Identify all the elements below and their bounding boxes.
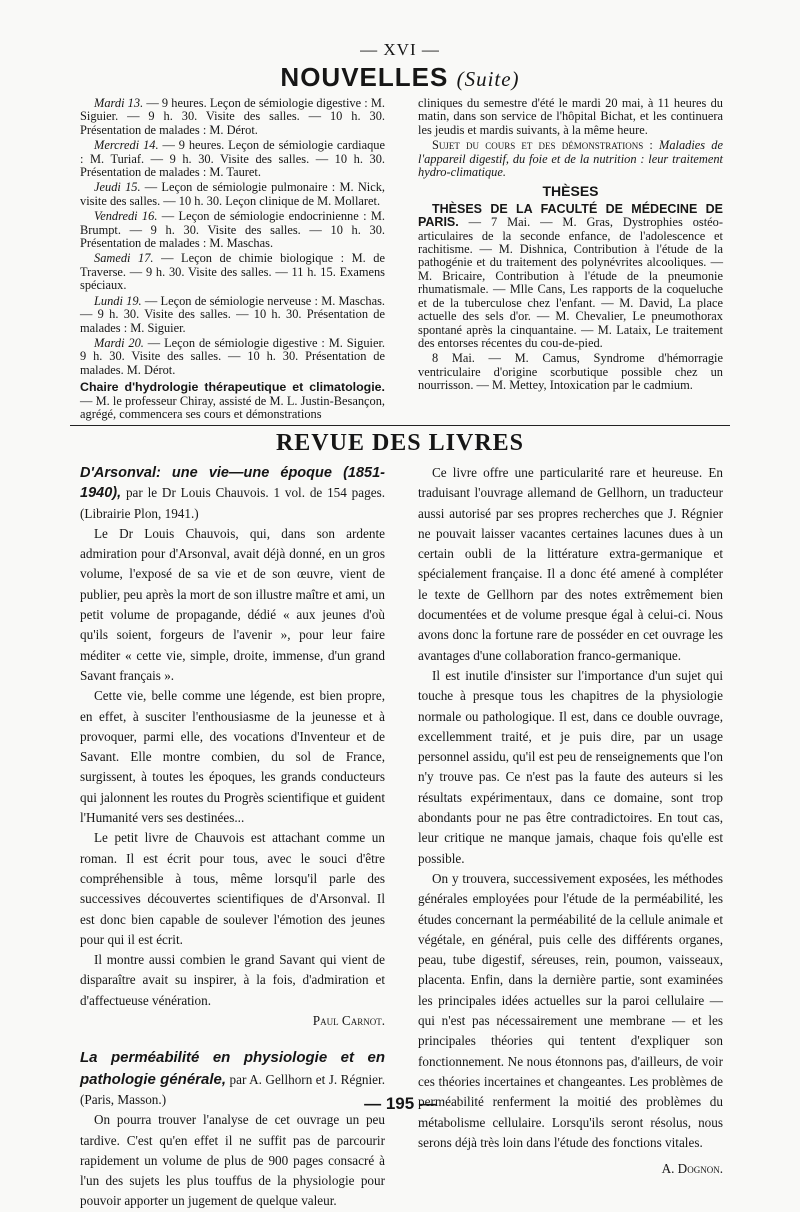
schedule-item: Vendredi 16. — Leçon de sémiologie endocrinienne : M. Brumpt. — 9 h. 30. Visite des salles. — 10 h. 30. Présentation de malades : M. Maschas.	[80, 209, 385, 251]
theses-list-2: 8 Mai. — M. Camus, Syndrome d'hémorragie ventriculaire d'origine scorbutique possible chez un nourrisson. — M. Mettey, Intoxication par le cadmium.	[418, 351, 723, 393]
schedule-item: Mercredi 14. — 9 heures. Leçon de sémiologie cardiaque : M. Turiaf. — 9 h. 30. Visite des salles. — 10 h. 30. Présentation de malades : M. Tauret.	[80, 138, 385, 180]
section-suffix: (Suite)	[456, 67, 520, 91]
review-1-paragraph: Il montre aussi combien le grand Savant qui vient de disparaître avait su inspirer, à la fois, d'admiration et d'affectueuse vénération.	[80, 952, 385, 1008]
schedule-item: Lundi 19. — Leçon de sémiologie nerveuse : M. Maschas. — 9 h. 30. Visite des salles. — 10 h. 30. Présentation de malades : M. Siguier.	[80, 293, 385, 335]
schedule-item: Samedi 17. — Leçon de chimie biologique : M. de Traverse. — 9 h. 30. Visite des salles. — 11 h. 15. Examens spéciaux.	[80, 251, 386, 293]
nouvelles-left-column	[80, 97, 385, 423]
theses-list: THÈSES DE LA FACULTÉ DE MÉDECINE DE PARIS. — 7 Mai. — M. Gras, Dystrophies ostéo-articulaires de la seconde enfance, de l'adolescence et rachitisme. — M. Dishnica, Contribution à l'étude de la pathogénie et du traitement des polynévrites alcooliques. — M. Bricaire, Contribution à l'étude de la pneumonie rhumatismale. — Mlle Cans, Les rapports de la coqueluche et de la tuberculose chez l'enfant. — M. David, La place actuelle des sels d'or. — M. Chevalier, Le pneumothorax spontané après la cinquantaine. — M. Lataix, Le traitement des entorses récentes du cou-de-pied.	[418, 201, 723, 350]
page-number-top: — XVI —	[360, 40, 440, 59]
review-2-paragraph: On pourra trouver l'analyse de cet ouvrage un peu tardive. C'est qu'en effet il ne suffit pas de parcourir rapidement un volume de plus de 900 pages consacré à l'un des sujets les plus touffus de la physiologie pour pouvoir apporter un jugement de quelque valeur.	[80, 1112, 385, 1209]
schedule-item: Jeudi 15. — Leçon de sémiologie pulmonaire : M. Nick, visite des salles. — 10 h. 30. Leçon clinique de M. Mollaret.	[80, 180, 385, 208]
review-1-paragraph: Le Dr Louis Chauvois, qui, dans son ardente admiration pour d'Arsonval, avait déjà donné, en un gros volume, l'exposé de sa vie et de son œuvre, vient de publier, peu après la mort de son illustre maître et ami, un petit volume de propagande, dédié « aux jeunes d'où qu'ils soient, forgeurs de l'avenir », pour leur faire méditer « cette vie, simple, droite, immense, d'un grand Savant français ».	[80, 525, 385, 683]
review-2-paragraph: On y trouvera, successivement exposées, les méthodes générales employées pour l'étude de la perméabilité, les études concernant la perméabilité de la cellule animale et végétale, en général, puis celle des différents organes, peau, tube digestif, séreuses, rein, poumon, vaisseaux, placenta. Enfin, dans la dernière partie, sont examinées les principales idées actuelles sur la paroi cellulaire — qui n'est pas nécessairement une membrane — et les principales théories qui tentent d'expliquer son fonctionnement. Ne nous étonnons pas, d'ailleurs, de voir ces théories incertaines et changeantes. Les problèmes de perméabilité renferment la moitié des problèmes du métabolisme cellulaire. Lorsqu'ils seront résolus, nous serons déjà très loin dans l'étude des fonctions vitales.	[418, 870, 723, 1150]
revue-title: REVUE DES LIVRES	[275, 430, 525, 456]
review-1-paragraph: Le petit livre de Chauvois est attachant comme un roman. Il est écrit pour tous, avec le souci d'être compréhensible à tous, même lorsqu'il parle des successives découvertes scientifiques de d'Arsonval. Il est donc bien capable de soulever l'émotion des jeunes pour qui il est écrit.	[80, 830, 385, 947]
review-2-paragraph: Il est inutile d'insister sur l'importance d'un sujet qui touche à presque tous les chapitres de la physiologie normale ou pathologique. Il est, dans ce double ouvrage, excellemment traité, et je puis dire, par un usage personnel assidu, qu'il est peu de renseignements que l'on n'y trouve pas. Ce n'est pas la faute des auteurs si les résultats expérimentaux, dans ce domaine, sont trop abondants pour ne pas être contradictoires. En tout cas, leur critique ne manque jamais, chaque fois qu'elle est possible.	[418, 667, 723, 866]
section-title-text: NOUVELLES	[280, 62, 449, 92]
course-subject: Sujet du cours et des démonstrations : Maladies de l'appareil digestif, du foie et de la nutrition : leur traitement hydro-climatique.	[418, 138, 723, 180]
theses-heading: THÈSES	[542, 183, 599, 200]
review-1-heading: D'Arsonval: une vie—une époque (1851-1940), par le Dr Louis Chauvois. 1 vol. de 154 pages. (Librairie Plon, 1941.)	[80, 465, 385, 521]
review-2-signature: A. Dognon.	[661, 1161, 723, 1177]
review-2-heading: La perméabilité en physiologie et en pathologie générale, par A. Gellhorn et J. Régnier. (Paris, Masson.)	[80, 1049, 385, 1107]
nouvelles-right-column	[418, 97, 723, 395]
chaire-announcement: Chaire d'hydrologie thérapeutique et climatologie. — M. le professeur Chiray, assisté de M. L. Justin-Besançon, agrégé, commencera ses cours et démonstrations	[80, 380, 385, 421]
revue-right-column	[418, 463, 723, 1179]
page-number-bottom: — 195 —	[364, 1094, 436, 1113]
review-2-paragraph: Ce livre offre une particularité rare et heureuse. En traduisant l'ouvrage allemand de Gellhorn, un traducteur aussi autorisé par ses propres recherches que J. Régnier ne pouvait laisser vacantes certaines lacunes dues à un certain oubli de la littérature extra-germanique et spécialement française. Il a donc été amené à compléter le texte de Gellhorn par des notes extrêmement bien documentées et de volume presque égal à celui-ci. Nous avons donc la fortune rare de posséder en cet ouvrage les avantages d'une collaboration franco-germanique.	[418, 465, 723, 663]
course-continuation: cliniques du semestre d'été le mardi 20 mai, à 11 heures du matin, dans son service de l'hôpital Bichat, et les continuera les jeudis et mardis suivants, à la même heure.	[418, 96, 723, 137]
section-title	[0, 62, 800, 93]
review-1-signature: Paul Carnot.	[312, 1013, 385, 1029]
review-1-paragraph: Cette vie, belle comme une légende, est bien propre, en effet, à susciter l'enthousiasme de la jeunesse et à provoquer, parmi elle, des vocations d'Inventeur et de Savant. Elle montre combien, du sol de France, surgissent, à toutes les époques, les grands conducteurs qui jalonnent les routes du Progrès scientifique et guident l'Humanité vers ses destinées...	[80, 688, 385, 826]
section-divider	[70, 425, 730, 426]
schedule-item: Mardi 13. — 9 heures. Leçon de sémiologie digestive : M. Siguier. — 9 h. 30. Visite des salles. — 10 h. 30. Présentation de malades : M. Dérot.	[80, 96, 385, 137]
schedule-item: Mardi 20. — Leçon de sémiologie digestive : M. Siguier. 9 h. 30. Visite des salles. — 10 h. 30. Présentation de malades. M. Dérot.	[80, 335, 385, 377]
